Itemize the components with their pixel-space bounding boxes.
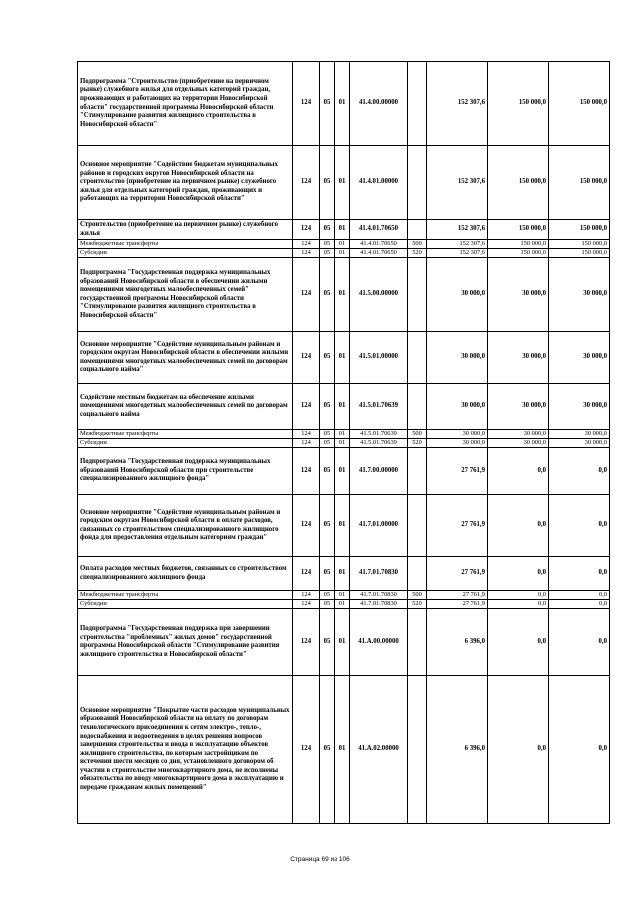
row-vr [408,676,427,824]
row-value-3: 150 000,0 [549,240,610,249]
table-row [78,609,610,676]
table-row [78,430,610,439]
row-value-2: 150 000,0 [488,220,549,240]
row-pr: 01 [335,220,350,240]
row-vr [408,609,427,676]
row-value-1: 27 761,9 [427,448,488,495]
row-value-1: 30 000,0 [427,439,488,448]
row-value-3: 30 000,0 [549,384,610,430]
row-value-1: 152 307,6 [427,62,488,146]
row-ved: 124 [293,591,320,600]
row-rz: 05 [320,249,335,258]
row-pr: 01 [335,332,350,384]
row-vr [408,258,427,332]
row-pr: 01 [335,495,350,557]
row-name: Подпрограмма "Государственная поддержка муниципальных образований Новосибирской области при строительстве специализированного жилищного фонда" [78,448,293,495]
row-csr: 41.4.01.70650 [350,220,408,240]
row-rz: 05 [320,600,335,609]
row-csr: 41.5.01.00000 [350,332,408,384]
row-value-1: 30 000,0 [427,332,488,384]
row-value-2: 150 000,0 [488,146,549,220]
row-value-2: 30 000,0 [488,430,549,439]
row-value-1: 152 307,6 [427,249,488,258]
row-name: Подпрограмма "Государственная поддержка при завершении строительства "проблемных" жилых домов" государственной программы Новосибирской области "Стимулирование развития жилищного строительства в Новосибирской области" [78,609,293,676]
budget-table [77,61,610,824]
row-value-2: 0,0 [488,609,549,676]
row-name: Субсидии [78,249,293,258]
row-value-1: 152 307,6 [427,146,488,220]
row-value-1: 30 000,0 [427,384,488,430]
table-row [78,676,610,824]
row-ved: 124 [293,258,320,332]
row-rz: 05 [320,332,335,384]
row-value-1: 152 307,6 [427,220,488,240]
row-value-3: 150 000,0 [549,146,610,220]
row-vr: 520 [408,249,427,258]
table-row [78,249,610,258]
row-ved: 124 [293,332,320,384]
row-pr: 01 [335,448,350,495]
row-pr: 01 [335,557,350,591]
row-vr: 500 [408,591,427,600]
row-vr [408,146,427,220]
table-row [78,332,610,384]
row-csr: 41.А.00.00000 [350,609,408,676]
table-row [78,62,610,146]
row-pr: 01 [335,258,350,332]
row-value-3: 30 000,0 [549,332,610,384]
row-pr: 01 [335,439,350,448]
row-csr: 41.5.01.70639 [350,439,408,448]
row-ved: 124 [293,448,320,495]
row-csr: 41.4.01.70650 [350,249,408,258]
row-csr: 41.4.00.00000 [350,62,408,146]
row-vr: 500 [408,430,427,439]
page-number: Страница 69 из 106 [290,856,350,863]
row-name: Основное мероприятие "Покрытие части расходов муниципальных образований Новосибирской области на оплату по договорам технологического присоединения к сетям электро-, тепло-, водоснабжения и водоотведения в целях решения вопросов завершения строительства и ввода в эксплуатацию объектов жилищного строительства, по которым застройщиком по истечении шести месяцев со дня, установленного договором об участии в строительстве многоквартирного дома, не исполнены обязательства по вводу многоквартирного дома в эксплуатацию и передаче гражданам жилых помещений" [78,676,293,824]
row-ved: 124 [293,439,320,448]
row-pr: 01 [335,600,350,609]
row-vr [408,448,427,495]
table-row [78,146,610,220]
row-value-1: 152 307,6 [427,240,488,249]
row-csr: 41.4.01.70650 [350,240,408,249]
row-ved: 124 [293,240,320,249]
row-name: Основное мероприятие "Содействие бюджетам муниципальных районов и городских округов Новосибирской области на строительство (приобретение на первичном рынке) служебного жилья для отдельных категорий граждан, проживающих и работающих на территории Новосибирской области" [78,146,293,220]
row-name: Межбюджетные трансферты [78,430,293,439]
row-value-2: 0,0 [488,448,549,495]
row-pr: 01 [335,240,350,249]
row-csr: 41.7.01.70830 [350,557,408,591]
row-rz: 05 [320,430,335,439]
row-value-2: 150 000,0 [488,62,549,146]
row-value-3: 0,0 [549,557,610,591]
row-csr: 41.7.01.70830 [350,591,408,600]
row-pr: 01 [335,384,350,430]
row-csr: 41.4.01.00000 [350,146,408,220]
row-value-2: 0,0 [488,557,549,591]
row-value-3: 0,0 [549,495,610,557]
row-csr: 41.А.02.00000 [350,676,408,824]
row-value-3: 150 000,0 [549,249,610,258]
row-name: Основное мероприятие "Содействие муниципальным районам и городским округам Новосибирской области в обеспечении жилыми помещениями многодетных малообеспеченных семей по договорам социального найма" [78,332,293,384]
row-csr: 41.7.00.00000 [350,448,408,495]
row-ved: 124 [293,557,320,591]
row-csr: 41.7.01.70830 [350,600,408,609]
row-ved: 124 [293,146,320,220]
row-ved: 124 [293,249,320,258]
row-value-2: 150 000,0 [488,240,549,249]
row-vr: 520 [408,439,427,448]
row-ved: 124 [293,609,320,676]
row-rz: 05 [320,62,335,146]
row-value-2: 0,0 [488,600,549,609]
table-row [78,495,610,557]
row-name: Субсидии [78,600,293,609]
row-rz: 05 [320,220,335,240]
row-value-1: 30 000,0 [427,430,488,439]
row-value-3: 30 000,0 [549,258,610,332]
row-vr [408,495,427,557]
row-ved: 124 [293,62,320,146]
row-value-2: 0,0 [488,495,549,557]
row-name: Межбюджетные трансферты [78,240,293,249]
row-rz: 05 [320,258,335,332]
row-pr: 01 [335,609,350,676]
row-value-1: 6 396,0 [427,609,488,676]
row-value-1: 27 761,9 [427,557,488,591]
row-value-3: 0,0 [549,448,610,495]
row-name: Межбюджетные трансферты [78,591,293,600]
row-csr: 41.5.00.00000 [350,258,408,332]
row-value-2: 30 000,0 [488,332,549,384]
row-value-3: 0,0 [549,676,610,824]
row-name: Подпрограмма "Государственная поддержка муниципальных образований Новосибирской области в обеспечении жилыми помещениями многодетных малообеспеченных семей" государственной программы Новосибирской области "Стимулирование развития жилищного строительства в Новосибирской области" [78,258,293,332]
row-ved: 124 [293,430,320,439]
row-pr: 01 [335,591,350,600]
table-row [78,220,610,240]
row-value-2: 0,0 [488,591,549,600]
row-rz: 05 [320,240,335,249]
row-csr: 41.5.01.70639 [350,430,408,439]
row-name: Содействие местным бюджетам на обеспечение жилыми помещениями многодетных малообеспеченных семей по договорам социального найма [78,384,293,430]
row-name: Строительство (приобретение на первичном рынке) служебного жилья [78,220,293,240]
row-value-2: 150 000,0 [488,249,549,258]
table-row [78,557,610,591]
row-vr [408,332,427,384]
row-rz: 05 [320,439,335,448]
row-value-3: 150 000,0 [549,62,610,146]
row-value-2: 30 000,0 [488,258,549,332]
row-value-1: 30 000,0 [427,258,488,332]
row-value-3: 150 000,0 [549,220,610,240]
row-pr: 01 [335,146,350,220]
row-vr [408,62,427,146]
row-vr [408,220,427,240]
row-value-2: 30 000,0 [488,384,549,430]
row-ved: 124 [293,600,320,609]
table-row [78,384,610,430]
row-pr: 01 [335,62,350,146]
row-rz: 05 [320,146,335,220]
row-rz: 05 [320,609,335,676]
row-value-3: 30 000,0 [549,430,610,439]
row-vr: 500 [408,240,427,249]
row-name: Субсидии [78,439,293,448]
row-rz: 05 [320,448,335,495]
table-body [78,62,610,824]
row-value-3: 0,0 [549,609,610,676]
table-row [78,240,610,249]
table-row [78,600,610,609]
row-ved: 124 [293,676,320,824]
row-rz: 05 [320,557,335,591]
table-row [78,591,610,600]
row-name: Основное мероприятие "Содействие муниципальным районам и городским округам Новосибирской области в оплате расходов, связанных со строительством специализированного жилищного фонда для предоставления отдельным категориям граждан" [78,495,293,557]
row-rz: 05 [320,384,335,430]
row-value-1: 27 761,9 [427,591,488,600]
row-pr: 01 [335,249,350,258]
row-pr: 01 [335,430,350,439]
row-name: Оплата расходов местных бюджетов, связанных со строительством специализированного жилищного фонда [78,557,293,591]
row-value-2: 30 000,0 [488,439,549,448]
table-row [78,258,610,332]
row-rz: 05 [320,676,335,824]
row-vr [408,557,427,591]
row-value-3: 0,0 [549,591,610,600]
row-value-1: 27 761,9 [427,495,488,557]
row-value-1: 27 761,9 [427,600,488,609]
row-value-2: 0,0 [488,676,549,824]
row-pr: 01 [335,676,350,824]
row-ved: 124 [293,220,320,240]
table-row [78,448,610,495]
row-vr: 520 [408,600,427,609]
row-rz: 05 [320,591,335,600]
row-value-3: 0,0 [549,600,610,609]
row-rz: 05 [320,495,335,557]
row-ved: 124 [293,495,320,557]
row-csr: 41.5.01.70639 [350,384,408,430]
row-ved: 124 [293,384,320,430]
table-row [78,439,610,448]
row-value-1: 6 396,0 [427,676,488,824]
row-vr [408,384,427,430]
row-value-3: 30 000,0 [549,439,610,448]
row-csr: 41.7.01.00000 [350,495,408,557]
row-name: Подпрограмма "Строительство (приобретение на первичном рынке) служебного жилья для отдельных категорий граждан, проживающих и работающих на территории Новосибирской области" государственной программы Новосибирской области "Стимулирование развития жилищного строительства в Новосибирской области" [78,62,293,146]
